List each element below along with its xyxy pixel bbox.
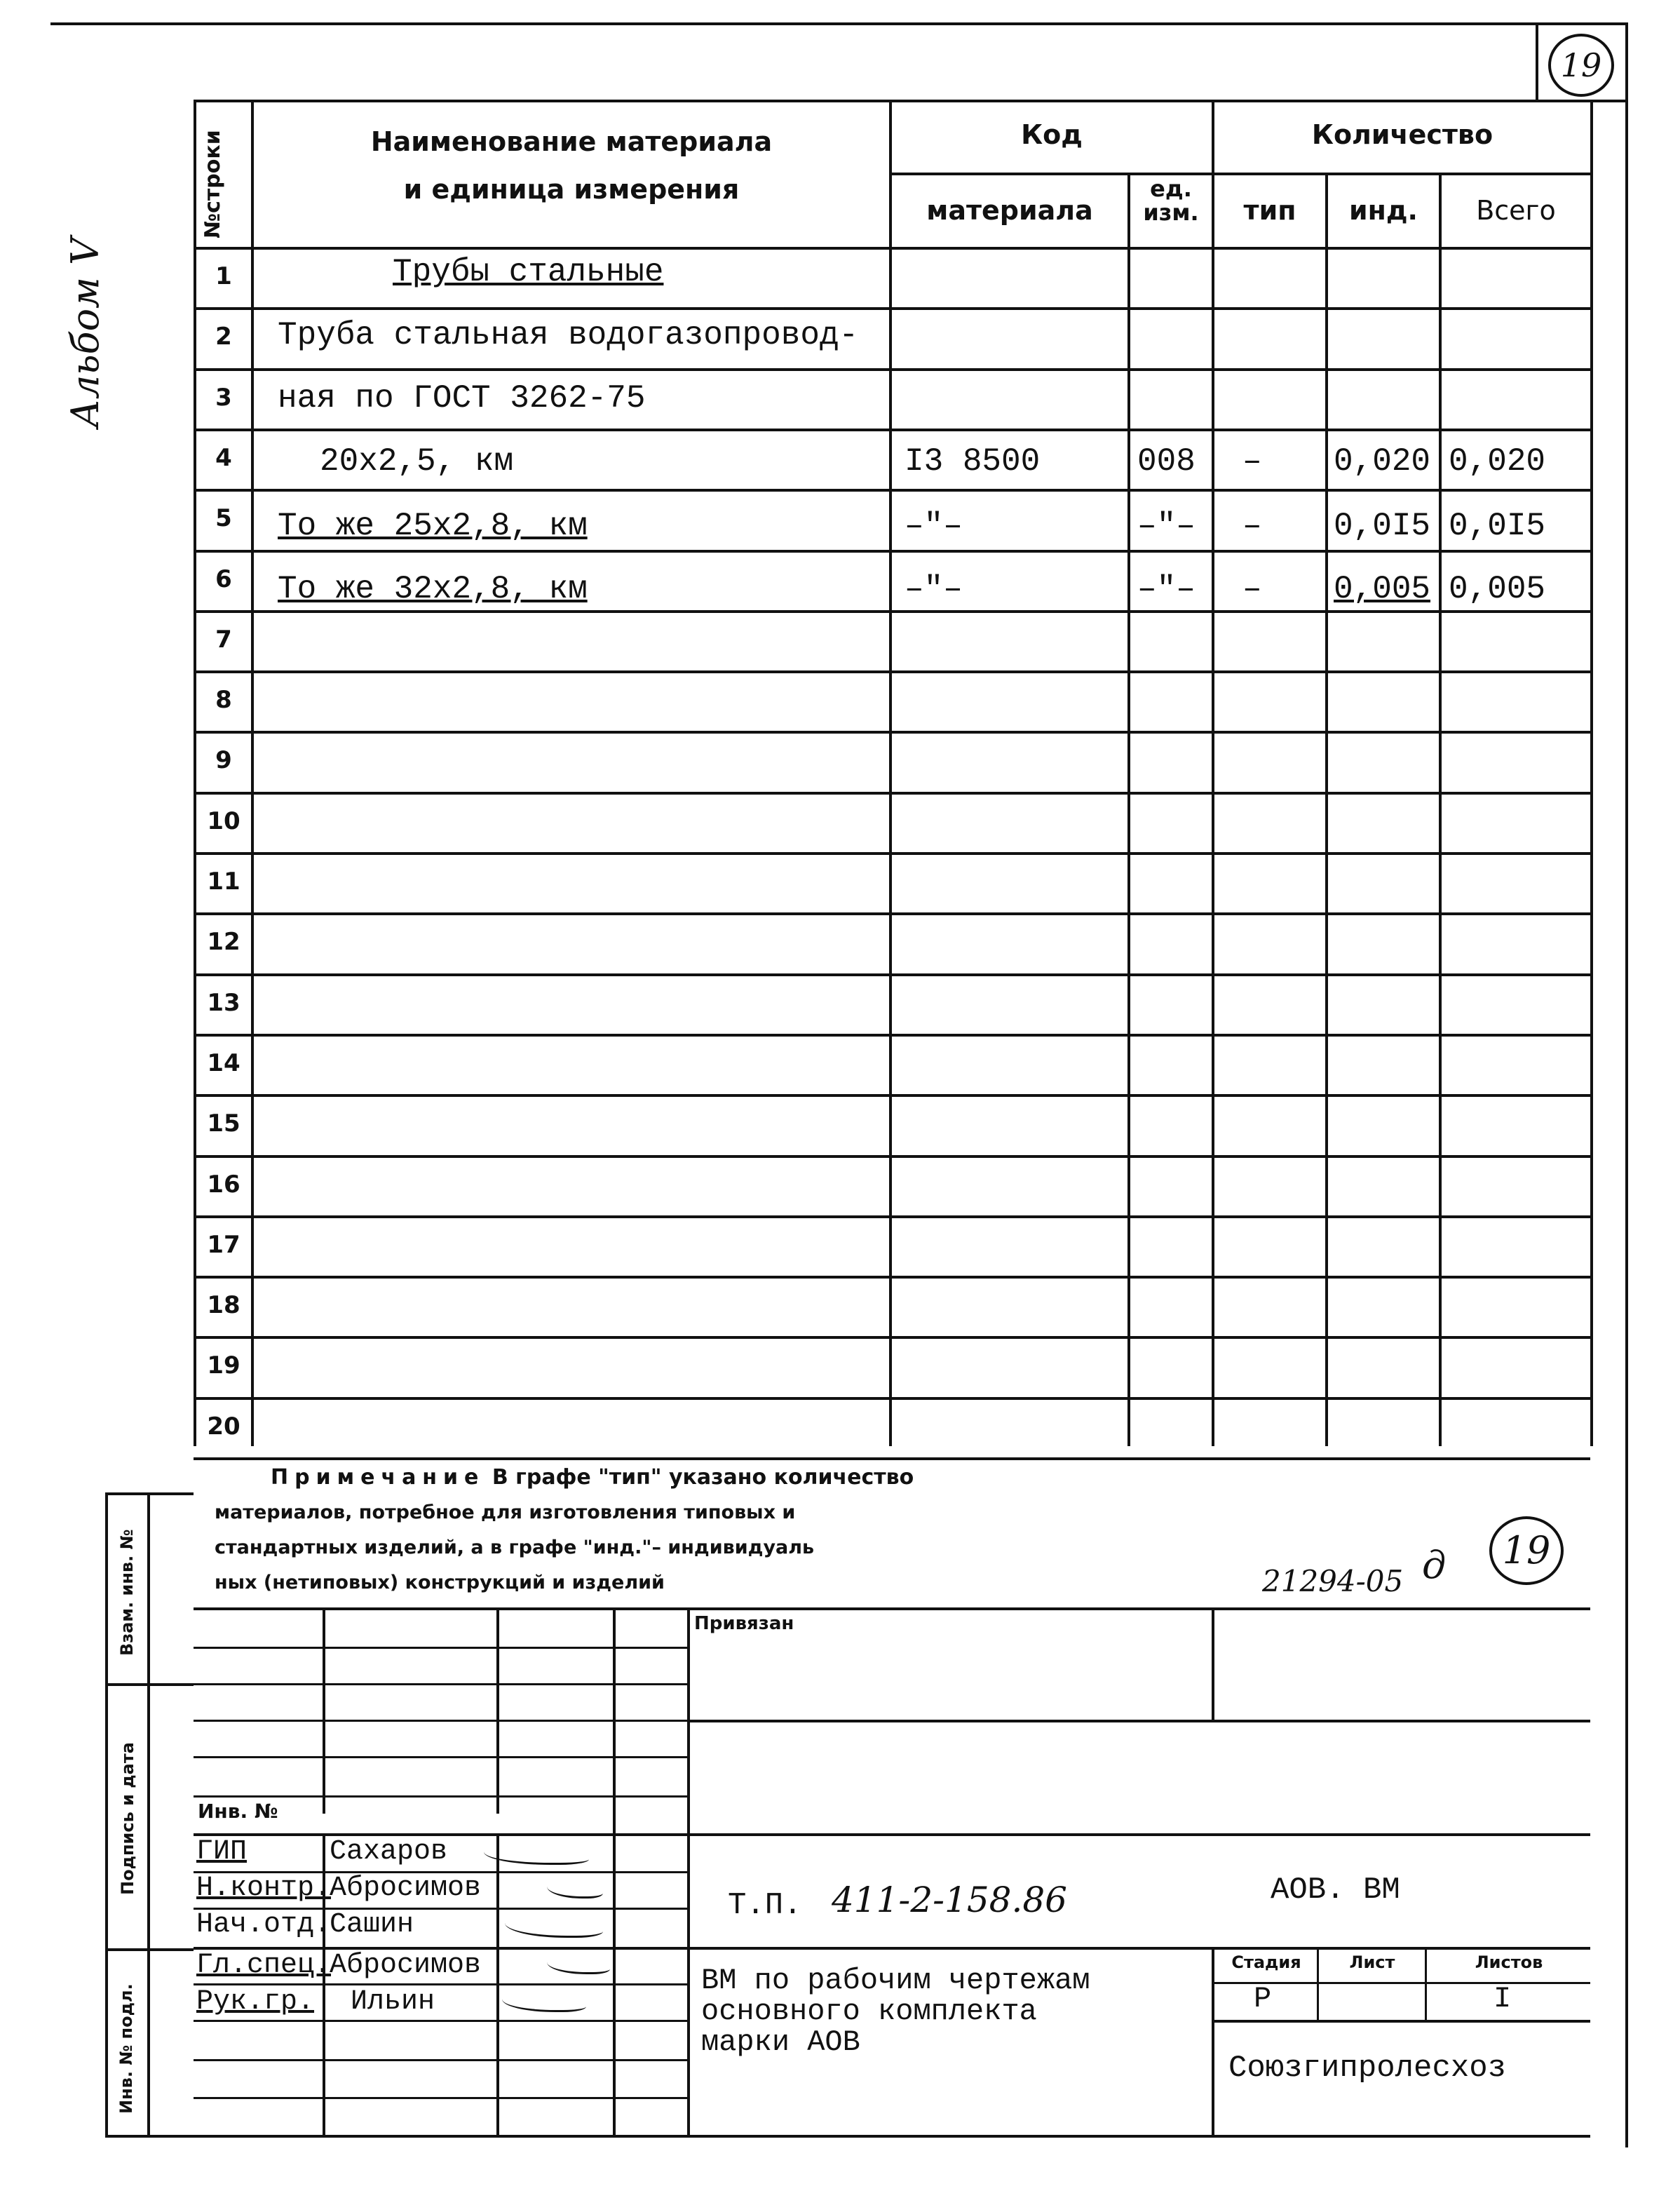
row-number: 9 [215, 746, 232, 774]
row-line [194, 792, 1590, 795]
privyazan-label: Привязан [694, 1613, 794, 1634]
col-line-ind [1439, 173, 1442, 1446]
role-gip: ГИП [196, 1836, 248, 1868]
row-number: 10 [207, 807, 241, 835]
stamp-col-e [1212, 1607, 1214, 1720]
description-line-3: марки АОВ [701, 2025, 860, 2059]
inventory-suffix: д [1422, 1543, 1447, 1587]
row-6-total: 0,005 [1449, 571, 1546, 607]
header-top-line [194, 100, 1628, 102]
row-number: 1 [215, 262, 232, 290]
signature-nachotd [505, 1915, 603, 1938]
stamp-left-row-10 [194, 2059, 687, 2061]
row-number: 3 [215, 384, 232, 412]
inv-no-label: Инв. № [198, 1800, 278, 1823]
row-5-unit: –"– [1137, 508, 1196, 544]
col-line-name [889, 100, 892, 1446]
side-strip-sep2 [105, 1948, 194, 1951]
row-number: 13 [207, 989, 241, 1017]
stamp-left-row-11 [194, 2097, 687, 2099]
row-number: 18 [207, 1291, 241, 1319]
header-qty-total: Всего [1476, 195, 1556, 226]
row-4-name: 20х2,5, км [320, 443, 514, 480]
page-number: 19 [1548, 34, 1614, 97]
row-6-type: – [1242, 571, 1262, 607]
stamp-left-row-8 [194, 1983, 687, 1985]
row-line [194, 429, 1590, 431]
name-gip: Сахаров [330, 1836, 448, 1868]
header-quantity: Количество [1311, 119, 1493, 150]
row-2-name: Труба стальная водогазопровод- [278, 317, 859, 353]
stage-label: Стадия [1231, 1953, 1301, 1972]
row-line [194, 1034, 1590, 1037]
stamp-col-b [496, 1607, 499, 1814]
stage-value: Р [1254, 1982, 1272, 2016]
row-4-code: I3 8500 [905, 443, 1041, 480]
signature-rukgr [502, 1992, 586, 2012]
organization-name: Союзгипролесхоз [1228, 2051, 1507, 2086]
header-sub-line [889, 173, 1590, 175]
row-line [194, 489, 1590, 492]
row-1-name: Трубы стальные [393, 254, 664, 290]
side-strip-sep1 [105, 1683, 194, 1686]
role-nkontr: Н.контр. [196, 1873, 332, 1904]
row-6-name: То же 32х2,8, км [278, 571, 588, 607]
row-line [194, 610, 1590, 613]
note-block [215, 1460, 1126, 1600]
name-nkontr: Абросимов [330, 1873, 482, 1904]
signature-glspec [547, 1955, 610, 1974]
signature-nkontr [547, 1880, 603, 1899]
header-qty-ind: инд. [1348, 195, 1418, 226]
signature-gip [484, 1845, 589, 1865]
row-6-code: –"– [905, 571, 963, 607]
row-line [194, 1155, 1590, 1158]
stage-bottom-line [1212, 2020, 1590, 2023]
side-label-vzam-inv: Взам. инв. № [117, 1529, 137, 1656]
col-line-unit [1212, 100, 1214, 1446]
note-page-circle: 19 [1489, 1516, 1564, 1585]
row-3-name: ная по ГОСТ 3262-75 [278, 380, 646, 417]
row-line [194, 368, 1590, 371]
row-number: 20 [207, 1412, 241, 1441]
side-strip-top [105, 1492, 194, 1495]
stamp-left-row-5 [194, 1795, 687, 1798]
role-nachotd: Нач.отд. [196, 1909, 332, 1941]
sheets-label: Листов [1475, 1953, 1543, 1972]
row-6-ind: 0,005 [1334, 571, 1431, 607]
row-5-code: –"– [905, 508, 963, 544]
row-line [194, 973, 1590, 976]
row-number: 16 [207, 1171, 241, 1199]
row-number: 2 [215, 323, 232, 351]
row-line [194, 912, 1590, 915]
row-line [194, 1094, 1590, 1097]
stamp-left-row-3 [194, 1720, 687, 1722]
description-line-1: ВМ по рабочим чертежам [701, 1964, 1090, 1997]
header-name-line2: и единица измерения [403, 174, 740, 205]
role-glspec: Гл.спец. [196, 1950, 332, 1981]
top-border [50, 22, 1628, 25]
note-text-1: В графе "тип" указано количество [492, 1465, 914, 1490]
mark-code: АОВ. ВМ [1271, 1873, 1400, 1908]
description-line-2: основного комплекта [701, 1995, 1037, 2028]
note-line-4: ных (нетиповых) конструкций и изделий [215, 1572, 665, 1593]
row-line [194, 852, 1590, 855]
row-4-type: – [1242, 443, 1262, 480]
stamp-left-row-2 [194, 1683, 687, 1685]
name-glspec: Абросимов [330, 1950, 482, 1981]
header-name: Наименование материала [370, 126, 773, 157]
row-4-unit: 008 [1137, 443, 1196, 480]
row-5-name: То же 25х2,8, км [278, 508, 588, 544]
stamp-left-row-4 [194, 1756, 687, 1758]
stamp-col-d [687, 1607, 690, 2135]
header-bottom-line [194, 247, 1590, 250]
row-number: 6 [215, 565, 232, 593]
stage-col-2 [1425, 1947, 1427, 2020]
row-5-ind: 0,0I5 [1334, 508, 1431, 544]
row-line [194, 1215, 1590, 1218]
row-4-ind: 0,020 [1334, 443, 1431, 480]
side-label-inv-podl: Инв. № подл. [116, 1983, 136, 2114]
header-qty-type: тип [1243, 195, 1296, 226]
project-prefix: Т.П. [728, 1888, 802, 1923]
col-line-right [1590, 100, 1593, 1446]
right-border [1625, 22, 1628, 2147]
row-6-unit: –"– [1137, 571, 1196, 607]
row-4-total: 0,020 [1449, 443, 1546, 480]
name-rukgr: Ильин [351, 1986, 435, 2018]
stamp-left-row-9 [194, 2020, 687, 2022]
row-number: 14 [207, 1049, 241, 1077]
stage-col-1 [1317, 1947, 1319, 2020]
row-line [194, 550, 1590, 553]
row-line [194, 1336, 1590, 1339]
row-line [194, 670, 1590, 673]
row-line [194, 731, 1590, 734]
stamp-col-f [1212, 1947, 1214, 2135]
row-number: 7 [215, 626, 232, 654]
side-label-podpis-data: Подпись и дата [118, 1742, 137, 1895]
note-label: Примечание [271, 1465, 485, 1490]
side-strip-bottom [105, 2135, 1590, 2138]
stamp-col-a [323, 1607, 325, 1814]
col-line-type [1325, 173, 1328, 1446]
project-number: 411-2-158.86 [832, 1880, 1067, 1920]
row-5-total: 0,0I5 [1449, 508, 1546, 544]
row-number: 15 [207, 1110, 241, 1138]
note-line-2: материалов, потребное для изготовления типовых и [215, 1502, 796, 1523]
row-line [194, 1397, 1590, 1400]
inventory-number: 21294-05 [1262, 1564, 1404, 1598]
row-number: 19 [207, 1351, 241, 1380]
header-code-unit: ед. изм. [1143, 175, 1199, 226]
note-line-1 [215, 1460, 1126, 1495]
album-label: Альбом V [63, 237, 107, 428]
role-rukgr: Рук.гр. [196, 1986, 315, 2018]
header-code: Код [1021, 119, 1083, 150]
stamp-top-line [194, 1607, 1590, 1610]
row-number: 4 [215, 444, 232, 472]
side-strip-mid [147, 1492, 150, 2138]
name-nachotd: Сашин [330, 1909, 414, 1941]
sheet-label: Лист [1349, 1953, 1395, 1972]
row-number-header-text: №строки [201, 130, 225, 238]
row-number: 12 [207, 928, 241, 956]
note-line-3: стандартных изделий, а в графе "инд."– индивидуаль [215, 1537, 815, 1558]
row-5-type: – [1242, 508, 1262, 544]
side-strip-left [105, 1492, 108, 2138]
stamp-mid-line [687, 1720, 1590, 1722]
row-line [194, 307, 1590, 310]
row-number: 17 [207, 1231, 241, 1259]
col-line-code [1127, 173, 1130, 1446]
row-number: 5 [215, 504, 232, 532]
header-code-material: материала [926, 195, 1093, 226]
header-row-number [201, 130, 225, 238]
stamp-left-row-1 [194, 1647, 687, 1649]
row-number: 8 [215, 686, 232, 714]
sheets-value: I [1493, 1982, 1512, 2016]
row-number: 11 [207, 868, 241, 896]
row-line [194, 1276, 1590, 1279]
page-number-box-left [1536, 22, 1538, 100]
